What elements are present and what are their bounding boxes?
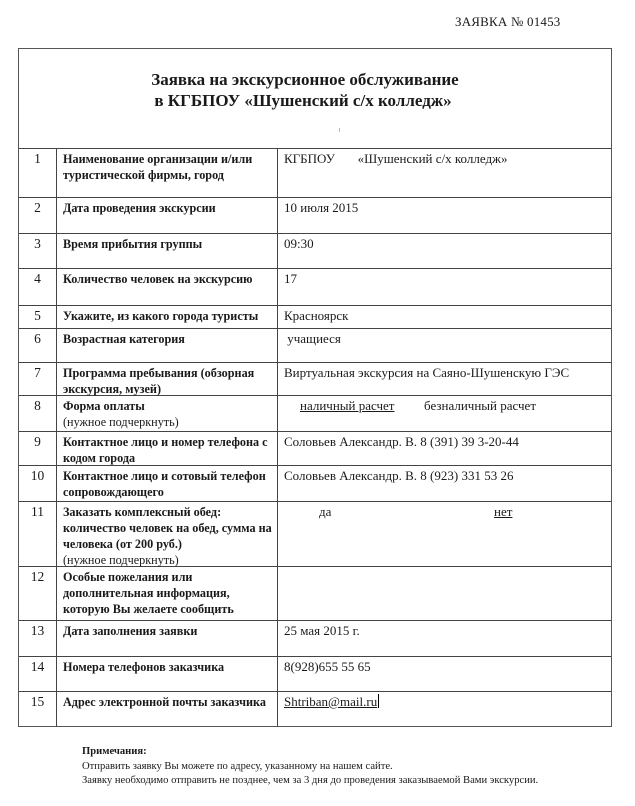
- row-label: Номера телефонов заказчика: [57, 657, 278, 691]
- table-row-customer-phone: [19, 657, 611, 692]
- row-label: Особые пожелания или дополнительная информация, которую Вы желаете сообщить: [57, 567, 278, 620]
- escort-phone-field[interactable]: Соловьев Александр. В. 8 (923) 331 53 26: [284, 468, 514, 483]
- row-label: Дата заполнения заявки: [57, 621, 278, 656]
- row-label: Укажите, из какого города туристы: [57, 306, 278, 328]
- notes-line: Отправить заявку Вы можете по адресу, указанному на нашем сайте.: [82, 760, 393, 772]
- row-number: 7: [19, 363, 57, 395]
- row-label: Программа пребывания (обзорная экскурсия, музей): [57, 363, 278, 395]
- form-subtitle: в КГБПОУ «Шушенский с/х колледж»: [154, 91, 452, 110]
- table-row-tourist-city: [19, 306, 611, 329]
- text-cursor: [378, 694, 379, 708]
- row-label: Контактное лицо и номер телефона с кодом города: [57, 432, 278, 465]
- customer-email-link[interactable]: Shtriban@mail.ru: [284, 694, 378, 709]
- table-row-special-wishes: [19, 567, 611, 621]
- row-label-text: Форма оплаты: [63, 399, 145, 413]
- form-title: Заявка на экскурсионное обслуживание: [151, 70, 459, 89]
- row-label: Адрес электронной почты заказчика: [57, 692, 278, 727]
- row-number: 13: [19, 621, 57, 656]
- row-label: Количество человек на экскурсию: [57, 269, 278, 305]
- table-row-program: [19, 363, 611, 396]
- payment-option-cashless[interactable]: безналичный расчет: [424, 398, 536, 413]
- row-number: 8: [19, 396, 57, 431]
- payment-option-cash[interactable]: наличный расчет: [300, 398, 395, 413]
- customer-phone-field[interactable]: 8(928)655 55 65: [284, 659, 371, 674]
- organization-field[interactable]: КГБПОУ «Шушенский с/х колледж»: [284, 151, 508, 166]
- request-number: ЗАЯВКА № 01453: [455, 14, 561, 29]
- row-number: 3: [19, 234, 57, 268]
- row-number: 15: [19, 692, 57, 727]
- row-number: 6: [19, 329, 57, 362]
- row-number: 2: [19, 198, 57, 233]
- payment-options: [278, 396, 611, 431]
- row-label: Возрастная категория: [57, 329, 278, 362]
- lunch-options: [278, 502, 611, 566]
- row-number: 4: [19, 269, 57, 305]
- table-row-contact-phone: [19, 432, 611, 466]
- row-number: 12: [19, 567, 57, 620]
- scan-artifact: [339, 128, 340, 132]
- people-count-field[interactable]: 17: [284, 271, 297, 286]
- table-row-organization: [19, 149, 611, 198]
- row-label: Контактное лицо и сотовый телефон сопровождающего: [57, 466, 278, 501]
- table-row-excursion-date: [19, 198, 611, 234]
- age-category-field[interactable]: учащиеся: [284, 331, 341, 346]
- row-number: 14: [19, 657, 57, 691]
- table-row-payment-form: [19, 396, 611, 432]
- row-label-note: (нужное подчеркнуть): [63, 553, 179, 567]
- row-label: [57, 502, 278, 566]
- table-row-customer-email: [19, 692, 611, 727]
- arrival-time-field[interactable]: 09:30: [284, 236, 314, 251]
- row-label: Время прибытия группы: [57, 234, 278, 268]
- row-number: 9: [19, 432, 57, 465]
- row-label: [57, 396, 278, 431]
- request-form-table: [18, 48, 612, 727]
- notes-heading: Примечания:: [82, 746, 147, 757]
- row-number: 10: [19, 466, 57, 501]
- form-header: [19, 49, 611, 149]
- lunch-option-no[interactable]: нет: [494, 504, 513, 519]
- table-row-arrival-time: [19, 234, 611, 269]
- fill-date-field[interactable]: 25 мая 2015 г.: [284, 623, 360, 638]
- excursion-date-field[interactable]: 10 июля 2015: [284, 200, 359, 215]
- row-label-text: Заказать комплексный обед: количество человек на обед, сумма на человека (от 200 руб.): [63, 505, 272, 551]
- table-row-age-category: [19, 329, 611, 363]
- row-number: 1: [19, 149, 57, 197]
- program-field[interactable]: Виртуальная экскурсия на Саяно-Шушенскую ГЭС: [284, 365, 570, 380]
- row-label: Наименование организации и/или туристической фирмы, город: [57, 149, 278, 197]
- table-row-lunch-order: [19, 502, 611, 567]
- notes-line: Заявку необходимо отправить не позднее, чем за 3 дня до проведения заказываемой Вами экскурсии.: [82, 775, 539, 786]
- tourist-city-field[interactable]: Красноярск: [284, 308, 349, 323]
- contact-phone-field[interactable]: Соловьев Александр. В. 8 (391) 39 3-20-44: [284, 434, 519, 449]
- special-wishes-field[interactable]: [278, 567, 611, 620]
- row-label-note: (нужное подчеркнуть): [63, 415, 179, 429]
- notes-section: [82, 745, 538, 789]
- row-label: Дата проведения экскурсии: [57, 198, 278, 233]
- customer-email-field[interactable]: [278, 692, 611, 727]
- row-number: 11: [19, 502, 57, 566]
- table-row-escort-phone: [19, 466, 611, 502]
- table-row-fill-date: [19, 621, 611, 657]
- row-number: 5: [19, 306, 57, 328]
- lunch-option-yes[interactable]: да: [319, 504, 332, 519]
- table-row-people-count: [19, 269, 611, 306]
